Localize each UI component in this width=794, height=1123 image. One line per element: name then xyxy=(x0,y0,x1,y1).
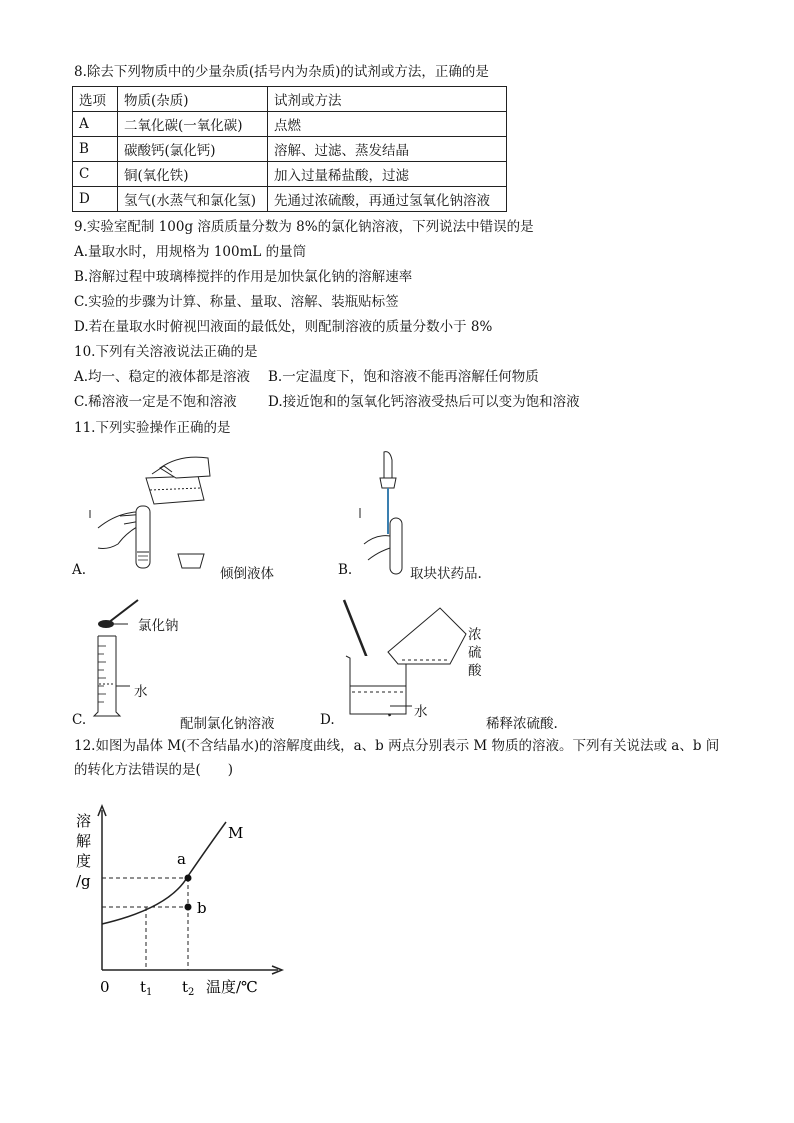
q9-option-a: A.量取水时，用规格为 100mL 的量筒 xyxy=(74,244,307,260)
table-cell: C xyxy=(73,162,118,187)
q11-option-d-letter: D. xyxy=(320,712,335,728)
q11-option-a-letter: A. xyxy=(72,562,87,578)
q10-stem: 10.下列有关溶液说法正确的是 xyxy=(74,344,258,360)
table-cell: 溶解、过滤、蒸发结晶 xyxy=(268,137,507,162)
q8-stem: 8.除去下列物质中的少量杂质(括号内为杂质)的试剂或方法，正确的是 xyxy=(74,64,489,80)
q11-stem: 11.下列实验操作正确的是 xyxy=(74,420,231,436)
table-cell: 加入过量稀盐酸，过滤 xyxy=(268,162,507,187)
q9-option-c: C.实验的步骤为计算、称量、量取、溶解、装瓶贴标签 xyxy=(74,294,399,310)
q10-option-c: C.稀溶液一定是不饱和溶液 xyxy=(74,394,237,410)
table-cell: 碳酸钙(氯化钙) xyxy=(118,137,268,162)
q11-option-c-letter: C. xyxy=(72,712,87,728)
table-row xyxy=(73,187,507,212)
table-row xyxy=(73,137,507,162)
table-header-cell: 试剂或方法 xyxy=(268,87,507,112)
q9-option-d: D.若在量取水时俯视凹液面的最低处，则配制溶液的质量分数小于 8% xyxy=(74,319,493,335)
table-cell: 二氧化碳(一氧化碳) xyxy=(118,112,268,137)
q10-option-a: A.均一、稳定的液体都是溶液 xyxy=(74,369,251,385)
table-row xyxy=(73,112,507,137)
table-header-row xyxy=(73,87,507,112)
q9-stem: 9.实验室配制 100g 溶质质量分数为 8%的氯化钠溶液，下列说法中错误的是 xyxy=(74,219,534,235)
acid-label-2: 硫 xyxy=(468,645,482,661)
acid-label-1: 浓 xyxy=(468,627,482,643)
q11-option-b-text: 取块状药品. xyxy=(410,566,482,582)
point-b-label: b xyxy=(197,899,207,917)
q12-stem-line-1: 12.如图为晶体 M(不含结晶水)的溶解度曲线，a、b 两点分别表示 M 物质的溶液。下列有关说法或 a、b 间 xyxy=(74,738,720,754)
q8-table xyxy=(72,86,507,212)
q10-option-d: D.接近饱和的氢氧化钙溶液受热后可以变为饱和溶液 xyxy=(268,394,580,410)
water-label: 水 xyxy=(134,684,148,700)
curve-label: M xyxy=(228,824,244,842)
y-axis-label: 解 xyxy=(76,832,92,850)
q9-option-b: B.溶解过程中玻璃棒搅拌的作用是加快氯化钠的溶解速率 xyxy=(74,269,413,285)
dropper-tube-figure xyxy=(350,448,420,578)
x-axis-label: 温度/℃ xyxy=(206,978,258,996)
point-a-marker xyxy=(185,875,192,882)
q10-option-b: B.一定温度下，饱和溶液不能再溶解任何物质 xyxy=(268,369,539,385)
acid-label-3: 酸 xyxy=(468,663,482,679)
table-header-cell: 物质(杂质) xyxy=(118,87,268,112)
q11-option-d-text: 稀释浓硫酸. xyxy=(486,716,558,732)
table-row xyxy=(73,162,507,187)
t1-label: $t_1$ xyxy=(140,978,153,998)
table-cell: B xyxy=(73,137,118,162)
q11-option-c-text: 配制氯化钠溶液 xyxy=(180,716,275,732)
solubility-curve xyxy=(102,822,226,924)
table-cell: 点燃 xyxy=(268,112,507,137)
table-cell: A xyxy=(73,112,118,137)
table-cell: 氢气(水蒸气和氯化氢) xyxy=(118,187,268,212)
y-axis-label: /g xyxy=(76,872,91,890)
table-cell: 铜(氧化铁) xyxy=(118,162,268,187)
y-axis-label: 度 xyxy=(76,852,92,870)
y-axis-label: 溶 xyxy=(76,812,92,830)
table-cell: 先通过浓硫酸，再通过氢氧化钠溶液 xyxy=(268,187,507,212)
table-cell: D xyxy=(73,187,118,212)
point-b-marker xyxy=(185,904,192,911)
water-label: 水 xyxy=(414,704,428,720)
pouring-liquid-figure xyxy=(80,448,230,578)
t2-label: $t_2$ xyxy=(182,978,195,998)
nacl-label: 氯化钠 xyxy=(138,618,179,634)
q11-option-a-text: 倾倒液体 xyxy=(220,566,274,582)
origin-label: 0 xyxy=(100,978,110,996)
q12-stem-line-2: 的转化方法错误的是( ) xyxy=(74,762,234,778)
dilution-beaker-figure xyxy=(340,594,470,724)
table-header-cell: 选项 xyxy=(73,87,118,112)
solubility-curve-diagram xyxy=(60,800,310,1000)
q11-option-b-letter: B. xyxy=(338,562,353,578)
point-a-label: a xyxy=(177,850,186,868)
